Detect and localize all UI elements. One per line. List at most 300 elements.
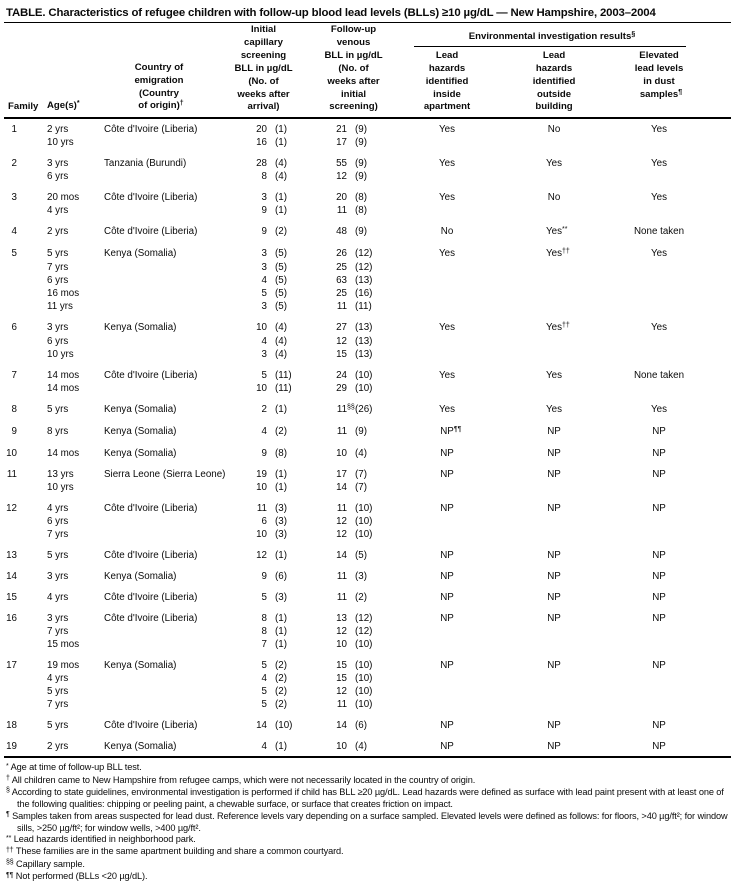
child-age: 2 yrs: [47, 226, 69, 238]
followup-bll: 25: [336, 262, 348, 274]
initial-weeks: (4): [275, 171, 287, 183]
env-inside: No: [440, 226, 454, 238]
followup-bll: 10: [336, 741, 348, 753]
initial-weeks: (2): [275, 673, 287, 685]
initial-weeks: (4): [275, 158, 287, 170]
followup-bll: 63: [336, 275, 348, 287]
followup-bll: 12: [336, 686, 348, 698]
initial-bll: 5: [261, 660, 267, 672]
table-row: [4, 541, 731, 562]
followup-weeks: (10): [355, 370, 373, 382]
initial-weeks: (1): [275, 482, 287, 494]
initial-weeks: (1): [275, 192, 287, 204]
env-inside: [396, 672, 498, 685]
spacer-cell: [708, 183, 731, 204]
child-age: 6 yrs: [47, 275, 69, 287]
initial-bll: 3: [261, 262, 267, 274]
env-dust: Yes: [651, 322, 668, 334]
col-header-initial-bll: Initial capillary screening BLL in µg/dL (No. of weeks after arrival): [216, 24, 311, 118]
followup-weeks: (12): [355, 613, 373, 625]
spacer-cell: [708, 541, 731, 562]
country-name: [102, 300, 216, 313]
country-name: Sierra Leone (Sierra Leone): [104, 469, 226, 481]
table-row: [4, 239, 731, 261]
followup-bll: 12: [336, 516, 348, 528]
env-inside: NP: [440, 720, 454, 732]
env-outside: NP: [547, 503, 561, 515]
env-outside: NP: [547, 426, 561, 438]
env-outside: [498, 300, 610, 313]
child-age: 2 yrs: [47, 124, 69, 136]
initial-bll: 20: [256, 124, 267, 136]
country-name: [102, 481, 216, 494]
initial-bll: 11: [256, 503, 267, 515]
table-row: [4, 118, 731, 136]
family-number: [4, 625, 18, 638]
spacer-cell: [708, 274, 731, 287]
spacer-cell: [708, 136, 731, 149]
env-outside: [498, 287, 610, 300]
family-number: [4, 515, 18, 528]
env-dust: NP: [652, 720, 666, 732]
initial-bll: 4: [261, 275, 267, 287]
country-name: Côte d'Ivoire (Liberia): [104, 226, 198, 238]
followup-weeks: (6): [355, 720, 367, 732]
env-outside: [498, 335, 610, 348]
child-age: 6 yrs: [47, 336, 69, 348]
followup-bll: 11: [336, 426, 348, 438]
initial-weeks: (1): [275, 404, 287, 416]
spacer-cell: [708, 685, 731, 698]
country-name: [102, 528, 216, 541]
env-outside: [498, 685, 610, 698]
country-name: Côte d'Ivoire (Liberia): [104, 613, 198, 625]
table-row: [4, 335, 731, 348]
followup-weeks: (9): [355, 226, 367, 238]
initial-weeks: (4): [275, 322, 287, 334]
followup-weeks: (10): [355, 673, 373, 685]
table-row: [4, 562, 731, 583]
followup-bll: 11: [336, 503, 348, 515]
initial-bll: 10: [256, 482, 267, 494]
child-age: 5 yrs: [47, 720, 69, 732]
followup-bll: 48: [336, 226, 348, 238]
env-inside: Yes: [439, 322, 456, 334]
spacer-cell: [708, 494, 731, 515]
spacer-cell: [708, 460, 731, 481]
env-dust: [610, 274, 708, 287]
followup-bll: 12: [336, 626, 348, 638]
env-inside: [396, 638, 498, 651]
env-dust: NP: [652, 550, 666, 562]
spacer-cell: [708, 583, 731, 604]
initial-bll: 6: [261, 516, 267, 528]
child-age: 5 yrs: [47, 248, 69, 260]
followup-bll: 10: [336, 448, 348, 460]
table-title: TABLE. Characteristics of refugee children with follow-up blood lead levels (BLLs) ≥10 µg/dL — New Hampshire, 2003–2004: [4, 5, 731, 23]
followup-bll: 14: [336, 550, 348, 562]
spacer-cell: [708, 604, 731, 625]
footnote: §§ Capillary sample.: [6, 858, 85, 869]
env-inside: [396, 348, 498, 361]
env-outside: [498, 382, 610, 395]
family-number: 12: [6, 503, 17, 515]
initial-bll: 3: [261, 192, 267, 204]
env-inside: [396, 698, 498, 711]
table-row: [4, 651, 731, 672]
env-inside: NP: [440, 550, 454, 562]
child-age: 10 yrs: [47, 137, 74, 149]
env-outside: NP: [547, 469, 561, 481]
country-name: [102, 382, 216, 395]
table-row: [4, 382, 731, 395]
initial-bll: 9: [261, 226, 267, 238]
followup-bll: 11: [336, 301, 348, 313]
env-inside: Yes: [439, 404, 456, 416]
followup-bll: 15: [336, 349, 348, 361]
env-inside: Yes: [439, 248, 456, 260]
country-name: Kenya (Somalia): [104, 448, 177, 460]
initial-bll: 19: [256, 469, 267, 481]
followup-weeks: (9): [355, 171, 367, 183]
env-dust: [610, 335, 708, 348]
initial-weeks: (4): [275, 349, 287, 361]
table-row: [4, 348, 731, 361]
table-row: [4, 136, 731, 149]
followup-bll: 12: [336, 336, 348, 348]
country-name: Côte d'Ivoire (Liberia): [104, 192, 198, 204]
lead-table: [4, 24, 731, 758]
env-outside: [498, 261, 610, 274]
country-name: Kenya (Somalia): [104, 741, 177, 753]
country-name: Côte d'Ivoire (Liberia): [104, 592, 198, 604]
initial-weeks: (1): [275, 137, 287, 149]
spacer-cell: [708, 711, 731, 732]
initial-weeks: (10): [275, 720, 293, 732]
env-dust: NP: [652, 741, 666, 753]
followup-weeks: (9): [355, 124, 367, 136]
table-row: [4, 685, 731, 698]
child-age: 5 yrs: [47, 404, 69, 416]
country-name: [102, 672, 216, 685]
env-inside: NP: [440, 660, 454, 672]
spacer-cell: [708, 361, 731, 382]
followup-weeks: (10): [355, 660, 373, 672]
table-row: [4, 583, 731, 604]
country-name: [102, 685, 216, 698]
family-number: 14: [6, 571, 17, 583]
followup-weeks: (12): [355, 262, 373, 274]
child-age: 7 yrs: [47, 262, 69, 274]
env-outside: Yes: [546, 158, 563, 170]
initial-bll: 14: [256, 720, 267, 732]
followup-bll: 11§§: [336, 404, 355, 416]
env-outside: [498, 170, 610, 183]
country-name: [102, 348, 216, 361]
child-age: 8 yrs: [47, 426, 69, 438]
followup-weeks: (12): [355, 626, 373, 638]
table-row: [4, 417, 731, 439]
env-dust: [610, 638, 708, 651]
table-row: [4, 361, 731, 382]
env-inside: [396, 515, 498, 528]
spacer-cell: [708, 528, 731, 541]
followup-bll: 12: [336, 529, 348, 541]
env-dust: [610, 300, 708, 313]
followup-bll: 11: [336, 571, 348, 583]
family-number: [4, 300, 18, 313]
env-outside: NP: [547, 592, 561, 604]
followup-weeks: (10): [355, 686, 373, 698]
env-dust: None taken: [633, 370, 685, 382]
env-inside: NP¶¶: [440, 426, 462, 438]
env-dust: [610, 204, 708, 217]
followup-weeks: (13): [355, 349, 373, 361]
env-outside: [498, 638, 610, 651]
family-number: 10: [6, 448, 17, 460]
followup-bll: 12: [336, 171, 348, 183]
table-row: [4, 698, 731, 711]
env-dust: Yes: [651, 158, 668, 170]
child-age: 10 yrs: [47, 349, 74, 361]
child-age: 5 yrs: [47, 550, 69, 562]
env-inside: NP: [440, 741, 454, 753]
col-header-followup-bll: Follow-up venous BLL in µg/dL (No. of weeks after initial screening): [311, 24, 396, 118]
country-name: [102, 170, 216, 183]
child-age: 4 yrs: [47, 592, 69, 604]
followup-bll: 29: [336, 383, 348, 395]
env-dust: None taken: [633, 226, 685, 238]
followup-weeks: (16): [355, 288, 373, 300]
env-dust: Yes: [651, 124, 668, 136]
initial-weeks: (3): [275, 529, 287, 541]
env-inside: [396, 685, 498, 698]
child-age: 4 yrs: [47, 503, 69, 515]
child-age: 14 mos: [47, 383, 80, 395]
env-inside: NP: [440, 571, 454, 583]
env-inside: [396, 170, 498, 183]
family-number: 13: [6, 550, 17, 562]
col-header-dust-samples: Elevated lead levels in dust samples¶: [634, 49, 684, 100]
family-number: 1: [11, 124, 17, 136]
table-row: [4, 515, 731, 528]
initial-weeks: (1): [275, 124, 287, 136]
env-inside: NP: [440, 469, 454, 481]
family-number: [4, 287, 18, 300]
family-number: [4, 638, 18, 651]
child-age: 14 mos: [47, 370, 80, 382]
env-inside: [396, 335, 498, 348]
col-header-outside-building: Lead hazards identified outside building: [532, 49, 576, 113]
env-outside: [498, 625, 610, 638]
table-row: [4, 481, 731, 494]
followup-bll: 14: [336, 482, 348, 494]
country-name: [102, 204, 216, 217]
followup-bll: 11: [336, 205, 348, 217]
col-header-country: Country of emigration (Country of origin)†: [102, 24, 216, 118]
initial-bll: 8: [261, 613, 267, 625]
initial-bll: 4: [261, 673, 267, 685]
spacer-cell: [708, 515, 731, 528]
spacer-cell: [708, 562, 731, 583]
family-number: [4, 204, 18, 217]
env-inside: NP: [440, 592, 454, 604]
followup-weeks: (2): [355, 592, 367, 604]
child-age: 7 yrs: [47, 626, 69, 638]
env-inside: [396, 274, 498, 287]
env-group-header: [396, 24, 708, 118]
spacer-cell: [708, 217, 731, 239]
family-number: 7: [11, 370, 17, 382]
country-name: Kenya (Somalia): [104, 322, 177, 334]
spacer-cell: [708, 651, 731, 672]
env-inside: [396, 625, 498, 638]
followup-weeks: (8): [355, 192, 367, 204]
initial-bll: 2: [261, 404, 267, 416]
followup-weeks: (5): [355, 550, 367, 562]
child-age: 4 yrs: [47, 205, 69, 217]
family-number: [4, 335, 18, 348]
env-dust: Yes: [651, 192, 668, 204]
spacer-cell: [708, 732, 731, 757]
initial-bll: 10: [256, 383, 267, 395]
env-dust: [610, 261, 708, 274]
footnote: ¶ Samples taken from areas suspected for lead dust. Reference levels vary depending on a surface sampled. Elevated levels were defined as follows: for floors, >40 µg/ft²; for window sills, >250 µg/ft²; for window wells, >400 µg/ft².: [6, 810, 728, 833]
followup-weeks: (11): [355, 301, 372, 313]
initial-bll: 10: [256, 529, 267, 541]
country-name: [102, 698, 216, 711]
followup-bll: 25: [336, 288, 348, 300]
followup-bll: 11: [336, 699, 348, 711]
child-age: 6 yrs: [47, 171, 69, 183]
env-inside: [396, 261, 498, 274]
followup-bll: 26: [336, 248, 348, 260]
env-inside: [396, 382, 498, 395]
country-name: [102, 335, 216, 348]
initial-weeks: (3): [275, 503, 287, 515]
followup-bll: 17: [336, 137, 348, 149]
env-dust: [610, 287, 708, 300]
env-dust: Yes: [651, 248, 668, 260]
initial-bll: 3: [261, 248, 267, 260]
initial-bll: 9: [261, 205, 267, 217]
followup-weeks: (10): [355, 639, 373, 651]
env-outside: Yes: [546, 404, 563, 416]
country-name: [102, 515, 216, 528]
table-header: [4, 24, 731, 118]
initial-weeks: (6): [275, 571, 287, 583]
env-inside: [396, 204, 498, 217]
table-row: [4, 149, 731, 170]
spacer-cell: [708, 382, 731, 395]
env-inside: [396, 287, 498, 300]
family-number: [4, 481, 18, 494]
initial-weeks: (5): [275, 301, 287, 313]
table-row: [4, 638, 731, 651]
env-dust: NP: [652, 469, 666, 481]
env-dust: [610, 672, 708, 685]
env-outside: [498, 528, 610, 541]
footnotes: [4, 762, 731, 883]
env-outside: [498, 204, 610, 217]
env-outside: Yes††: [546, 322, 570, 334]
env-inside: Yes: [439, 158, 456, 170]
env-dust: [610, 515, 708, 528]
followup-bll: 20: [336, 192, 348, 204]
initial-weeks: (1): [275, 205, 287, 217]
env-dust: [610, 348, 708, 361]
child-age: 14 mos: [47, 448, 80, 460]
env-inside: NP: [440, 613, 454, 625]
header-row: [4, 24, 731, 118]
initial-weeks: (5): [275, 248, 287, 260]
country-name: [102, 274, 216, 287]
env-dust: Yes: [651, 404, 668, 416]
env-dust: NP: [652, 592, 666, 604]
initial-bll: 9: [261, 448, 267, 460]
table-row: [4, 300, 731, 313]
env-outside: [498, 698, 610, 711]
spacer-cell: [708, 335, 731, 348]
initial-weeks: (5): [275, 275, 287, 287]
spacer-cell: [708, 672, 731, 685]
child-age: 3 yrs: [47, 571, 69, 583]
followup-bll: 17: [336, 469, 348, 481]
table-row: [4, 183, 731, 204]
family-number: 9: [11, 426, 17, 438]
initial-weeks: (1): [275, 741, 287, 753]
followup-bll: 21: [336, 124, 348, 136]
followup-weeks: (9): [355, 426, 367, 438]
spacer-cell: [708, 698, 731, 711]
country-name: [102, 287, 216, 300]
env-dust: [610, 528, 708, 541]
initial-weeks: (3): [275, 516, 287, 528]
family-number: 16: [6, 613, 17, 625]
env-outside: Yes††: [546, 248, 570, 260]
spacer-cell: [708, 348, 731, 361]
country-name: Tanzania (Burundi): [104, 158, 187, 170]
spacer-cell: [708, 287, 731, 300]
family-number: [4, 170, 18, 183]
env-inside: NP: [440, 448, 454, 460]
col-header-family: Family: [4, 24, 18, 118]
spacer-cell: [708, 313, 731, 335]
child-age: 16 mos: [47, 288, 80, 300]
family-number: [4, 261, 18, 274]
table-row: [4, 395, 731, 417]
followup-weeks: (4): [355, 448, 367, 460]
initial-bll: 12: [256, 550, 267, 562]
spacer-cell: [708, 300, 731, 313]
country-name: Côte d'Ivoire (Liberia): [104, 720, 198, 732]
initial-bll: 4: [261, 426, 267, 438]
child-age: 15 mos: [47, 639, 80, 651]
initial-weeks: (8): [275, 448, 287, 460]
spacer-header: [708, 24, 731, 118]
country-name: Kenya (Somalia): [104, 571, 177, 583]
spacer-cell: [708, 149, 731, 170]
env-outside: [498, 348, 610, 361]
child-age: 10 yrs: [47, 482, 74, 494]
env-dust: [610, 382, 708, 395]
followup-bll: 13: [336, 613, 348, 625]
env-outside: Yes**: [546, 226, 568, 238]
followup-weeks: (7): [355, 469, 367, 481]
initial-bll: 10: [256, 322, 267, 334]
followup-bll: 24: [336, 370, 348, 382]
initial-weeks: (2): [275, 699, 287, 711]
